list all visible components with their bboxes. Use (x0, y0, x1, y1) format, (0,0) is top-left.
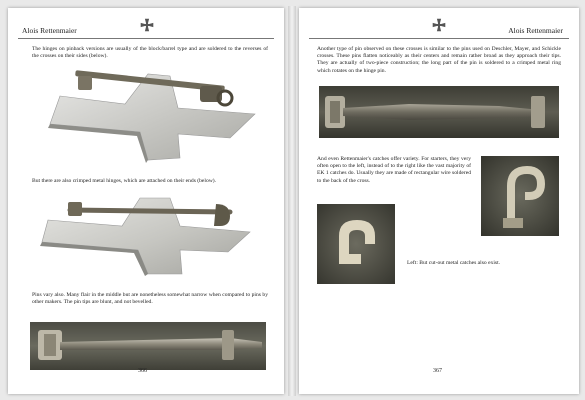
left-page-header (8, 8, 284, 48)
iron-cross-icon (140, 18, 154, 32)
left-paragraph-3: Pins vary also. Many flair in the middle but are nonetheless somewhat narrow when compared to pins by other makers. The pin tips are blunt, and not bevelled. (32, 292, 268, 306)
right-paragraph-2: And even Rettenmaier's catches offer variety. For starters, they very often open to the left, instead of to the right like the vast majority of EK 1 catches do. Usually they are made of rectangular wire soldered to the back of the cross. (317, 156, 471, 184)
right-page-number: 367 (433, 368, 442, 374)
photo-flattened-pin (319, 86, 559, 138)
right-page-header (299, 8, 579, 48)
header-rule (309, 38, 569, 39)
right-page (299, 8, 579, 394)
left-paragraph-2: But there are also crimped metal hinges, which are attached on their ends (below). (32, 178, 217, 184)
photo-pin-closeup (30, 322, 266, 370)
iron-cross-icon (432, 18, 446, 32)
left-page-number: 366 (138, 368, 147, 374)
book-gutter (288, 6, 296, 396)
left-header-author: Alois Rettenmaier (22, 26, 77, 35)
photo-crimped-hinge (30, 190, 266, 276)
right-caption: Left: But cut-out metal catches also exist. (407, 260, 501, 266)
photo-block-hinge (30, 66, 266, 164)
right-header-author: Alois Rettenmaier (508, 26, 563, 35)
left-page (8, 8, 284, 394)
left-paragraph-1: The hinges on pinback versions are usually of the block/barrel type and are soldered to the reverses of the crosses on their sides (below). (32, 46, 268, 60)
photo-cutout-catch (317, 204, 395, 284)
photo-wire-catch (481, 156, 559, 236)
right-paragraph-1: Another type of pin observed on these crosses is similar to the pins used on Deschler, Mayer, and Schickle crosses. These pins flatten noticeably as their centers and remain rather broad as they approach their tips. They are actually of two-piece construction; the long part of the pin is soldered to a crimped metal ring which rotates on the hinge pin. (317, 46, 561, 74)
header-rule (18, 38, 274, 39)
